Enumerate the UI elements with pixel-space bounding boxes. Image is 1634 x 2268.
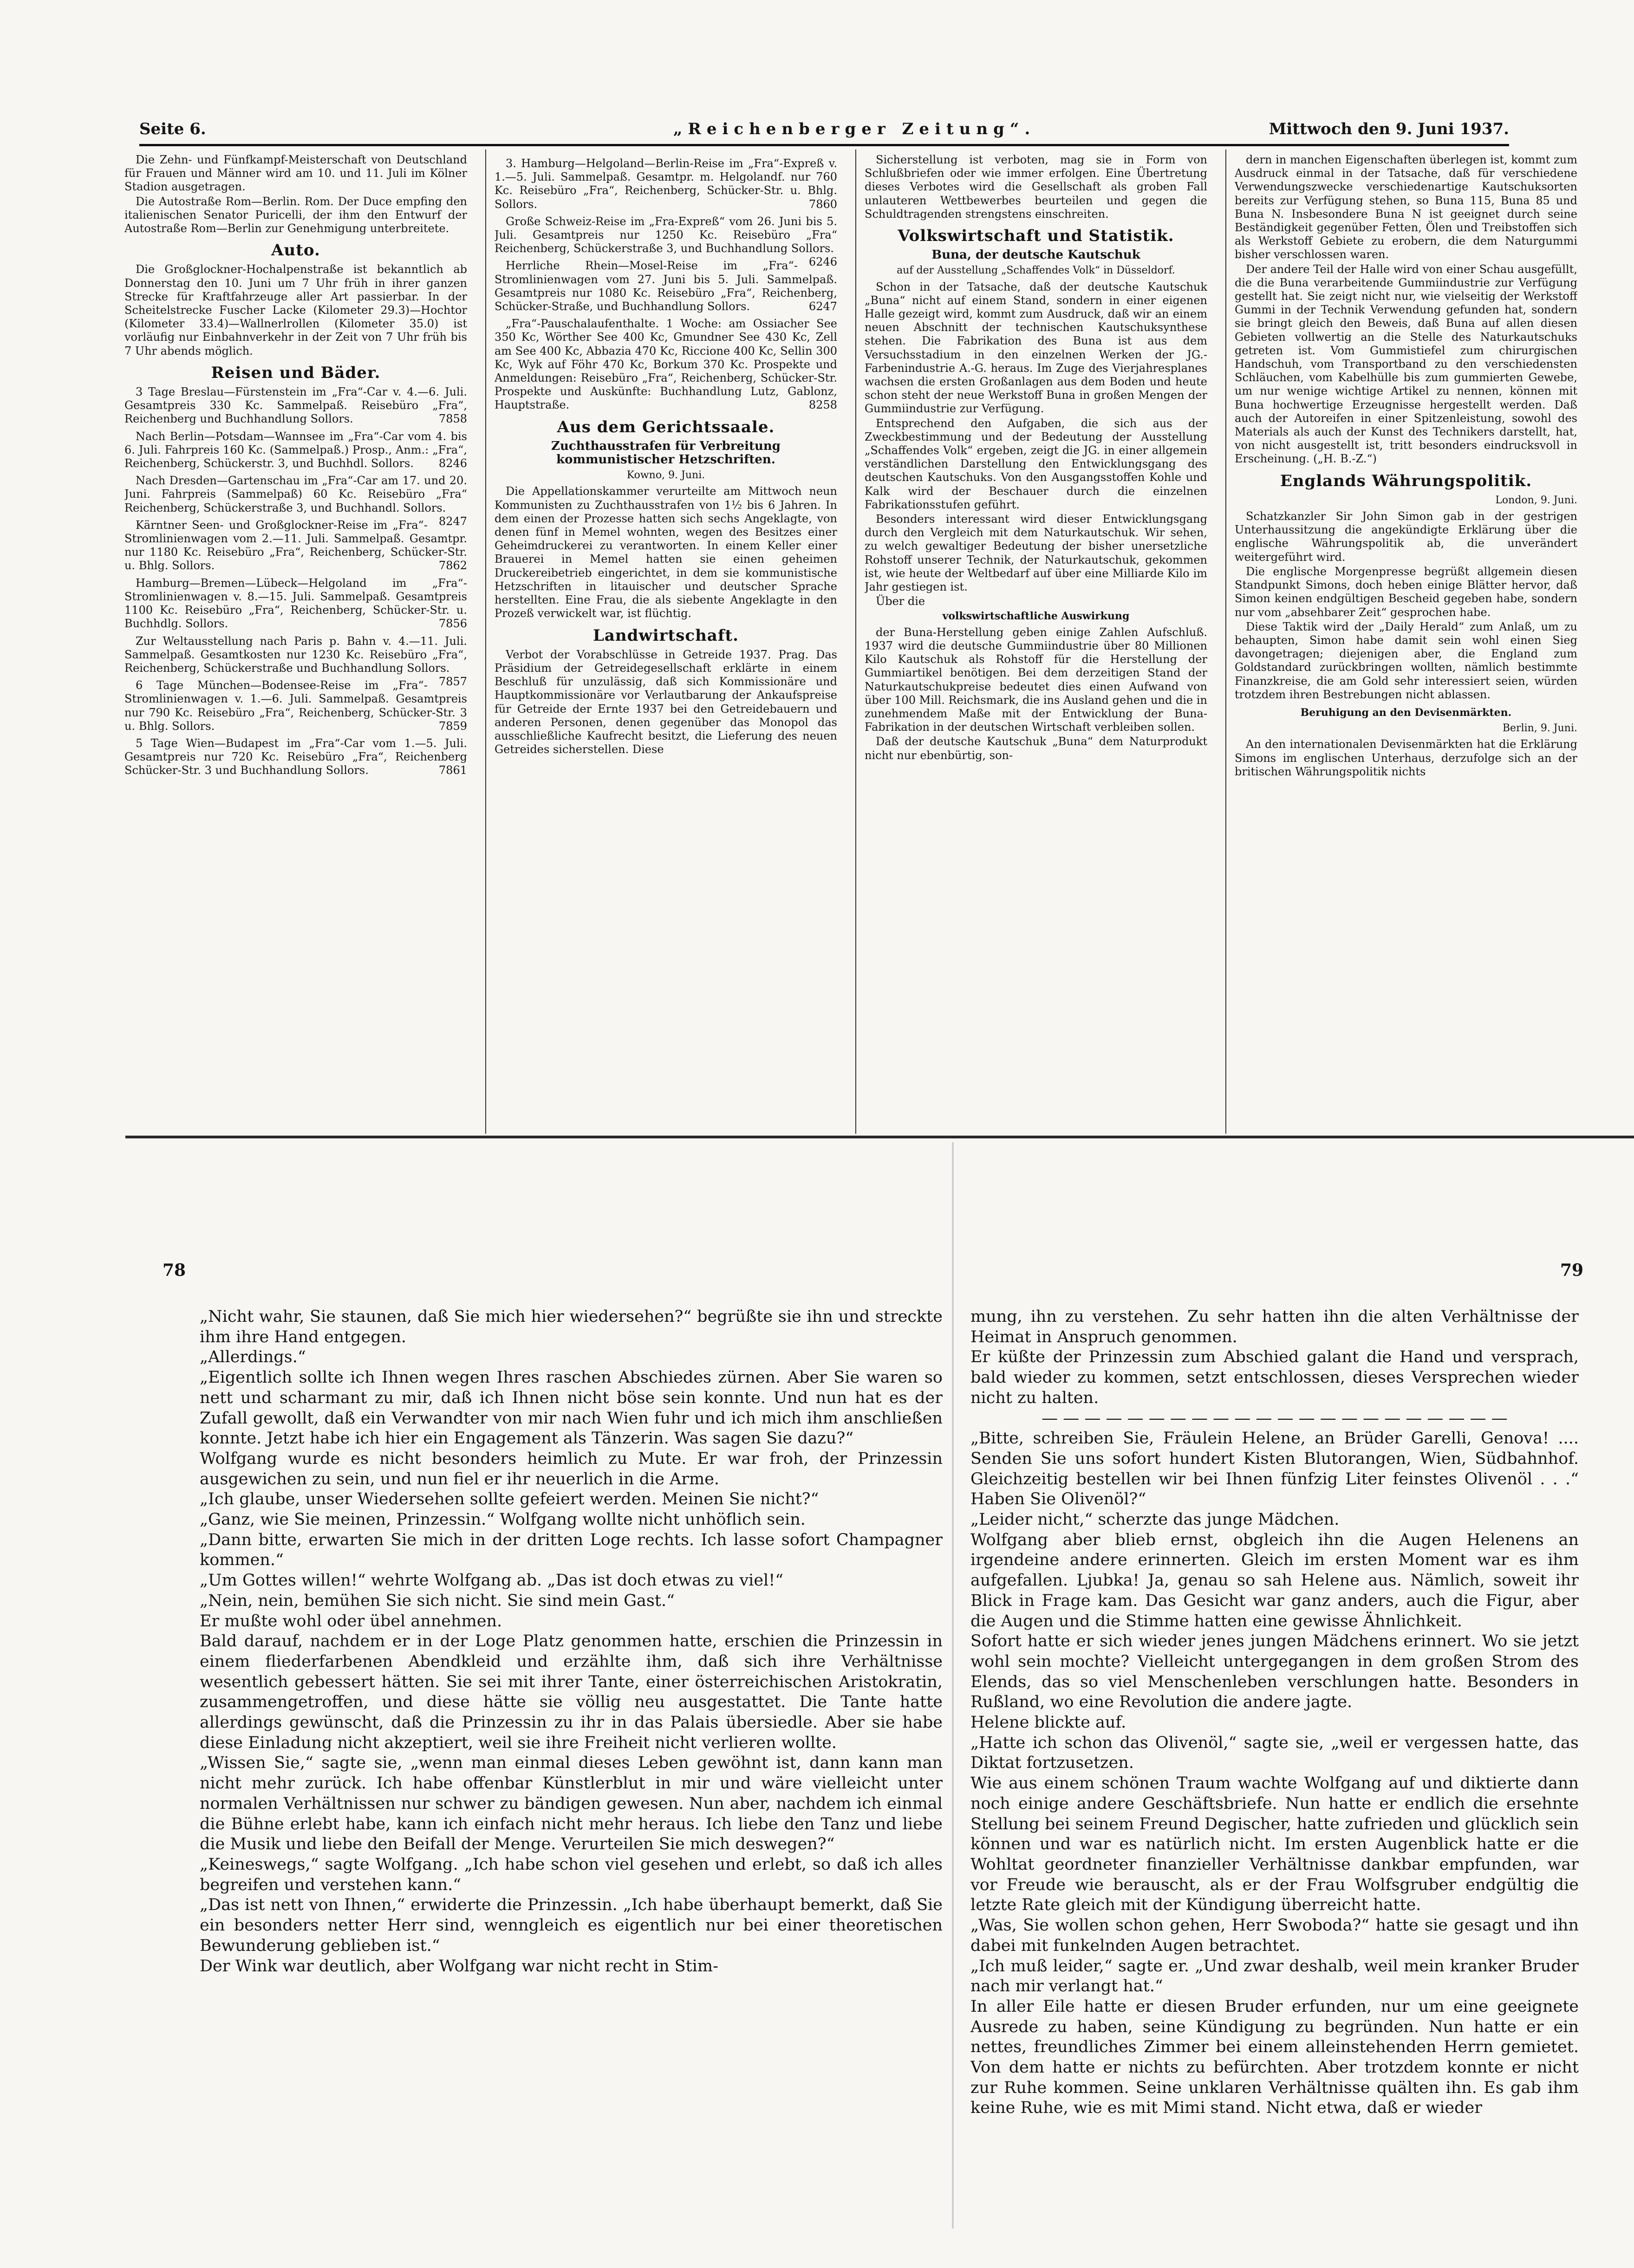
section-heading-volkswirtschaft: Volkswirtschaft und Statistik. <box>898 227 1174 246</box>
book-paragraph: „Hatte ich schon das Olivenöl,“ sagte sie, „weil er vergessen hatte, das Diktat fortzusetzen. <box>970 1733 1579 1773</box>
travel-ad: Nach Dresden—Gartenschau im „Fra“-Car am 17. und 20. Juni. Fahrpreis (Sammelpaß) 60 Kc. Reisebüro „Fra“ Reichenberg, Schückerstraße 3, und Buchhandl. Sollors. 8247 <box>124 474 467 528</box>
fold-rule <box>125 1136 1634 1138</box>
section-heading-gericht: Aus dem Gerichtssaale. <box>557 417 775 436</box>
book-paragraph: Er mußte wohl oder übel annehmen. <box>200 1612 502 1631</box>
book-paragraph: — — — — — — — — — — — — — — — — — — — — — — <box>1042 1409 1508 1428</box>
article-text: Die Autostraße Rom—Berlin. Rom. Der Duce empfing den italienischen Senator Puricelli, der ihm den Entwurf der Autostraße Rom—Berlin zur Genehmigung unterbreitete. <box>124 195 467 235</box>
book-paragraph: „Ich glaube, unser Wiedersehen sollte gefeiert werden. Meinen Sie nicht?“ <box>200 1490 819 1509</box>
article-subheadline: volkswirtschaftliche Auswirkung <box>942 610 1130 622</box>
article-text: Schon in der Tatsache, daß der deutsche Kautschuk „Buna“ nicht auf einem Stand, sondern in einer eigenen Halle gezeigt wird, kommt zum Ausdruck, daß wir an einem neuen Abschnitt der technischen Kautschuksynthese stehen. Die Fabrikation des Buna ist aus dem Versuchsstadium in den einzelnen Werken der JG.-Farbenindustrie A.-G. heraus. Im Zuge des Vierjahresplanes wachsen die ersten Großanlagen aus dem Boden und heute schon steht der neue Werkstoff Buna in großen Mengen der Gummiindustrie zur Verfügung. <box>865 280 1207 416</box>
travel-ad: 5 Tage Wien—Budapest im „Fra“-Car vom 1.—5. Juli. Gesamtpreis nur 720 Kc. Reisebüro „Fra“, Reichenberg Schücker-Str. 3 und Buchhandlung Sollors. 7861 <box>124 736 467 777</box>
column-4 <box>1235 153 1577 1133</box>
page-label: Seite 6. <box>139 120 206 138</box>
column-1 <box>124 153 467 1133</box>
book-paragraph: „Allerdings.“ <box>200 1348 306 1367</box>
article-text: Die Großglockner-Hochalpenstraße ist bekanntlich ab Donnerstag den 10. Juni um 7 Uhr früh in ihrer ganzen Strecke für Kraftfahrzeuge aller Art passierbar. In der Scheitelstrecke Fuscher Lacke (Kilometer 29.3)—Hochtor (Kilometer 33.4)—Wallnerlrollen (Kilometer 35.0) ist vorläufig nur Einbahnverkehr in der Zeit von 7 Uhr früh bis 7 Uhr abends möglich. <box>124 263 467 357</box>
travel-ad: Hamburg—Bremen—Lübeck—Helgoland im „Fra“-Stromlinienwagen v. 8.—15. Juli. Sammelpaß. Gesamtpreis 1100 Kc. Reisebüro „Fra“, Reichenberg, Schücker-Str. u. Buchhdlg. Sollors. 7856 <box>124 576 467 630</box>
book-page-left <box>200 1307 943 2189</box>
dateline: Kowno, 9. Juni. <box>626 469 705 481</box>
article-text: Die englische Morgenpresse begrüßt allgemein diesen Standpunkt Simons, doch heben einige Blätter hervor, daß Simon keinen endgültigen Bescheid gegeben habe, sondern nur vom „absehbarer Zeit“ gesprochen habe. <box>1235 565 1577 619</box>
travel-ad: Nach Berlin—Potsdam—Wannsee im „Fra“-Car vom 4. bis 6. Juli. Fahrpreis 160 Kc. (Sammelpaß.) Prosp., Anm.: „Fra“, Reichenberg, Schückerstr. 3, und Buchhdl. Sollors. 8246 <box>124 429 467 470</box>
dateline: Berlin, 9. Juni. <box>1502 722 1577 734</box>
book-paragraph: Wie aus einem schönen Traum wachte Wolfgang auf und diktierte dann noch einige andere Geschäftsbriefe. Nun hatte er endlich die ersehnte Stellung bei seinem Freund Degischer, hatte zufrieden und glücklich sein können und war es natürlich nicht. Im ersten Augenblick hatte er die Wohltat geordneter finanzieller Verhältnisse dankbar empfunden, war vor Freude wie berauscht, als er der Frau Wolfsgruber endgültig die letzte Rate gleich mit der Kündigung überreicht hatte. <box>970 1774 1579 1915</box>
article-text: der Buna-Herstellung geben einige Zahlen Aufschluß. 1937 wird die deutsche Gummiindustrie über 80 Millionen Kilo Kautschuk als Rohstoff für die Herstellung der Gummiartikel benötigen. Bei dem derzeitigen Stand der Naturkautschukpreise bedeutet dies einen Aufwand von über 100 Mill. Reichsmark, die ins Ausland gehen und die in zunehmendem Maße mit der Entwicklung der Buna-Fabrikation in der deutschen Wirtschaft verbleiben sollen. <box>865 625 1207 734</box>
book-paragraph: „Ganz, wie Sie meinen, Prinzessin.“ Wolfgang wollte nicht unhöflich sein. <box>200 1510 806 1529</box>
column-3 <box>865 153 1207 1133</box>
book-paragraph: „Was, Sie wollen schon gehen, Herr Swoboda?“ hatte sie gesagt und ihn dabei mit funkelnden Augen betrachtet. <box>970 1916 1579 1955</box>
book-gutter <box>952 1142 954 2229</box>
book-paragraph: In aller Eile hatte er diesen Bruder erfunden, nur um eine geeignete Ausrede zu haben, seine Kündigung zu begründen. Nun hatte er ein nettes, freundliches Zimmer bei einem alleinstehenden Herrn gemietet. Von dem hatte er nichts zu befürchten. Aber trotzdem konnte er nicht zur Ruhe kommen. Seine unklaren Verhältnisse quälten ihn. Es gab ihm keine Ruhe, wie es mit Mimi stand. Nicht etwa, daß er wieder <box>970 1997 1579 2118</box>
book-paragraph: Sofort hatte er sich wieder jenes jungen Mädchens erinnert. Wo sie jetzt wohl sein mochte? Vielleicht untergegangen in dem großen Strom des Elends, das so viel Menschenleben verschlungen hatte. Besonders in Rußland, wo eine Revolution die andere jagte. <box>970 1632 1579 1712</box>
book-paragraph: Er küßte der Prinzessin zum Abschied galant die Hand und versprach, bald wieder zu kommen, setzt entschlossen, dieses Versprechen wieder nicht zu halten. <box>970 1348 1579 1407</box>
article-text: Daß der deutsche Kautschuk „Buna“ dem Naturprodukt nicht nur ebenbürtig, son- <box>865 735 1207 762</box>
book-paragraph: Der Wink war deutlich, aber Wolfgang war nicht recht in Stim- <box>200 1956 718 1976</box>
book-paragraph: „Nicht wahr, Sie staunen, daß Sie mich hier wiedersehen?“ begrüßte sie ihn und streckte ihm ihre Hand entgegen. <box>200 1307 943 1346</box>
travel-ad: Zur Weltausstellung nach Paris p. Bahn v. 4.—11. Juli. Sammelpaß. Gesamtkosten nur 1230 Kc. Reisebüro „Fra“, Reichenberg, Schückerstraße und Buchhandlung Sollors. 7857 <box>124 634 467 689</box>
column-divider <box>1225 149 1226 1134</box>
book-paragraph: Bald darauf, nachdem er in der Loge Platz genommen hatte, erschien die Prinzessin in einem fliederfarbenen Abendkleid und erzählte ihm, daß sich ihre Verhältnisse wesentlich gebessert hätten. Sie sei mit ihrer Tante, einer österreichischen Aristokratin, zusammengetroffen, und diese hätte sie völlig neu ausgestattet. Die Tante hatte allerdings gewünscht, daß die Prinzessin zu ihr in das Palais übersiedle. Aber sie habe diese Einladung nicht akzeptiert, weil sie ihre Freiheit nicht verlieren wollte. <box>200 1632 943 1752</box>
book-paragraph: „Ich muß leider,“ sagte er. „Und zwar deshalb, weil mein kranker Bruder nach mir verlangt hat.“ <box>970 1956 1579 1996</box>
section-heading-auto: Auto. <box>271 241 320 260</box>
article-text: Die Appellationskammer verurteilte am Mittwoch neun Kommunisten zu Zuchthausstrafen von 1½ bis 6 Jahren. In dem einen der Prozesse hatten sich sechs Angeklagte, von denen fünf in Memel wohnten, wegen des Besitzes einer Geheimdruckerei zu verantworten. In einem Keller einer Brauerei in Memel hatten sie einen geheimen Druckereibetrieb eingerichtet, in dem sie kommunistische Hetzschriften in litauischer und deutscher Sprache herstellten. Eine Frau, die als siebente Angeklagte in den Prozeß verwickelt war, ist flüchtig. <box>495 485 837 620</box>
article-text: Besonders interessant wird dieser Entwicklungsgang durch den Vergleich mit dem Naturkautschuk. Wir sehen, zu welch gewaltiger Bedeutung der bisher unersetzliche Rohstoff unserer Technik, der Naturkautschuk, gekommen ist, wie heute der Weltbedarf auf über eine Milliarde Kilo im Jahr gestiegen ist. <box>865 513 1207 594</box>
book-paragraph: „Leider nicht,“ scherzte das junge Mädchen. <box>970 1510 1340 1529</box>
book-paragraph: „Nein, nein, bemühen Sie sich nicht. Sie sind mein Gast.“ <box>200 1591 675 1610</box>
article-text: Sicherstellung ist verboten, mag sie in Form von Schlußbriefen oder wie immer erfolgen. Eine Übertretung dieses Verbotes wird die Gesellschaft als groben Fall unlauteren Wettbewerbes beurteilen und gegen die Schuldtragenden strengstens einschreiten. <box>865 153 1207 221</box>
book-paragraph: Wolfgang aber blieb ernst, obgleich ihn die Augen Helenens an irgendeine andere erinnerten. Gleich im ersten Moment war es ihm aufgefallen. Ljubka! Ja, genau so sah Helene aus. Nämlich, soweit ihr Blick in Frage kam. Das Gesicht war ganz anders, auch die Figur, aber die Augen und die Stimme hatten eine gewisse Ähnlichkeit. <box>970 1530 1579 1631</box>
article-text: dern in manchen Eigenschaften überlegen ist, kommt zum Ausdruck einmal in der Tatsache, daß für verschiedene Verwendungszwecke verschiedenartige Kautschuksorten bereits zur Verfügung stehen, so Buna 115, Buna 85 und Buna N. Insbesondere Buna N ist geeignet durch seine Beständigkeit gegenüber Fetten, Ölen und Treibstoffen sich als Werkstoff Gebiete zu erobern, die dem Naturgummi bisher verschlossen waren. <box>1235 153 1577 261</box>
article-text: Schatzkanzler Sir John Simon gab in der gestrigen Unterhaussitzung die angekündigte Erklärung über die englische Währungspolitik ab, die unverändert weitergeführt wird. <box>1235 510 1577 564</box>
book-paragraph: Helene blickte auf. <box>970 1713 1126 1732</box>
article-text: Verbot der Vorabschlüsse in Getreide 1937. Prag. Das Präsidium der Getreidegesellschaft erklärte in einem Beschluß für unzulässig, daß sich Kommissionäre und Hauptkommissionäre vor Verlautbarung der Ankaufspreise für Getreide der Ernte 1937 bei den Getreidebauern und anderen Personen, denen gegenüber das Monopol das ausschließliche Kaufrecht besitzt, die Lieferung des neuen Getreides sicherstellen. Diese <box>495 648 837 756</box>
travel-ad: 3. Hamburg—Helgoland—Berlin-Reise im „Fra“-Expreß v. 1.—5. Juli. Sammelpaß. Gesamtpr. m. Helgolandf. nur 760 Kc. Reisebüro „Fra“, Reichenberg, Schücker-Str. u. Bhlg. Sollors. 7860 <box>495 157 837 211</box>
travel-ad: Große Schweiz-Reise im „Fra-Expreß“ vom 26. Juni bis 5. Juli. Gesamtpreis nur 1250 Kc. Reisebüro „Fra“ Reichenberg, Schückerstraße 3, und Buchhandlung Sollors. 6246 <box>495 214 837 269</box>
article-text: Entsprechend den Aufgaben, die sich aus der Zweckbestimmung und der Bedeutung der Ausstellung „Schaffendes Volk“ ergeben, zeigt die JG. in einer allgemein verständlichen Darstellung den Entwicklungsgang des deutschen Kautschuks. Von den Ausgangsstoffen Kohle und Kalk wird der Beschauer durch die einzelnen Fabrikationsstufen geführt. <box>865 416 1207 511</box>
book-paragraph: „Dann bitte, erwarten Sie mich in der dritten Loge rechts. Ich lasse sofort Champagner kommen.“ <box>200 1530 943 1570</box>
article-text: Über die <box>876 595 925 608</box>
article-text: An den internationalen Devisenmärkten hat die Erklärung Simons im englischen Unterhaus, derzufolge sich an der britischen Währungspolitik nichts <box>1235 738 1577 778</box>
book-paragraph: „Bitte, schreiben Sie, Fräulein Helene, an Brüder Garelli, Genova! .... Senden Sie uns sofort hundert Kisten Blutorangen, Wien, Südbahnhof. Gleichzeitig bestellen wir bei Ihnen fünfzig Liter feinstes Olivenöl . . .“ Haben Sie Olivenöl?“ <box>970 1429 1579 1509</box>
article-text: Die Zehn- und Fünfkampf-Meisterschaft von Deutschland für Frauen und Männer wird am 10. und 11. Juli im Kölner Stadion ausgetragen. <box>124 153 467 194</box>
book-paragraph: mung, ihn zu verstehen. Zu sehr hatten ihn die alten Verhältnisse der Heimat in Anspruch genommen. <box>970 1307 1579 1346</box>
article-subheadline: auf der Ausstellung „Schaffendes Volk“ in Düsseldorf. <box>897 265 1175 277</box>
section-heading-landwirtschaft: Landwirtschaft. <box>593 626 739 645</box>
travel-ad: Herrliche Rhein—Mosel-Reise im „Fra“-Stromlinienwagen vom 27. Juni bis 5. Juli. Sammelpaß. Gesamtpreis nur 1080 Kc. Reisebüro „Fra“, Reichenberg, Schücker-Straße, und Buchhandlung Sollors. 6247 <box>495 259 837 313</box>
dateline: London, 9. Juni. <box>1495 494 1577 506</box>
column-2 <box>495 153 837 1133</box>
book-paragraph: „Um Gottes willen!“ wehrte Wolfgang ab. „Das ist doch etwas zu viel!“ <box>200 1571 784 1590</box>
book-page-number-right: 79 <box>1560 1261 1584 1280</box>
header-rule <box>139 144 1509 146</box>
section-heading-england: Englands Währungspolitik. <box>1280 471 1532 490</box>
article-subheadline: Beruhigung an den Devisenmärkten. <box>1300 706 1512 719</box>
travel-ad: Kärntner Seen- und Großglockner-Reise im „Fra“-Stromlinienwagen vom 2.—11. Juli. Sammelpaß. Gesamtpr. nur 1180 Kc. Reisebüro „Fra“, Reichenberg, Schücker-Str. u. Bhlg. Sollors. 7862 <box>124 518 467 572</box>
column-divider <box>485 149 486 1134</box>
article-text: Der andere Teil der Halle wird von einer Schau ausgefüllt, die die Buna verarbeitende Gummiindustrie zur Verfügung gestellt hat. Sie zeigt nicht nur, wie vielseitig der Werkstoff Gummi in der Technik Verwendung gefunden hat, sondern sie bringt gleich den Beweis, daß Buna auf allen diesen Gebieten vollwertig an die Stelle des Naturkautschuks getreten ist. Vom Gummistiefel zum chirurgischen Handschuh, vom Transportband zu den verschiedensten Schläuchen, vom Kabelhülle bis zum gummierten Gewebe, um nur wenige wichtige Artikel zu nennen, können mit Buna hochwertige Erzeugnisse hergestellt werden. Daß auch der Autoreifen in einer Spitzenleistung, sowohl des Materials als auch der Kunst des Technikers darstellt, hat, von nicht ausgestellt ist, tritt besonders eindrucksvoll in Erscheinung. („H. B.-Z.“) <box>1235 262 1577 466</box>
column-divider <box>855 149 856 1134</box>
article-headline: Zuchthausstrafen für Verbreitung kommunistischer Hetzschriften. <box>551 439 781 467</box>
travel-ad: „Fra“-Pauschalaufenthalte. 1 Woche: am Ossiacher See 350 Kc, Wörther See 400 Kc, Gmundner See 430 Kc, Zell am See 400 Kc, Abbazia 470 Kc, Riccione 400 Kc, Sellin 300 Kc, Wyk auf Föhr 470 Kc, Borkum 370 Kc. Prospekte und Anmeldungen: Reisebüro „Fra“, Reichenberg, Schücker-Str. Prospekte und Auskünfte: Buchhandlung Lutz, Gablonz, Hauptstraße. 8258 <box>495 317 837 412</box>
book-paragraph: „Keineswegs,“ sagte Wolfgang. „Ich habe schon viel gesehen und erlebt, so daß ich alles begreifen und verstehen kann.“ <box>200 1855 943 1894</box>
newspaper-title: „Reichenberger Zeitung“. <box>673 120 1036 138</box>
newspaper-header <box>139 120 1509 148</box>
book-page-right <box>970 1307 1579 2189</box>
book-paragraph: „Wissen Sie,“ sagte sie, „wenn man einmal dieses Leben gewöhnt ist, dann kann man nicht mehr zurück. Ich habe offenbar Künstlerblut in mir und wäre vielleicht unter normalen Verhältnissen nur schwer zu bändigen gewesen. Nun aber, nachdem ich einmal die Bühne erlebt habe, kann ich einfach nicht mehr heraus. Ich liebe den Tanz und liebe die Musik und liebe den Beifall der Menge. Verurteilen Sie mich deswegen?“ <box>200 1754 943 1854</box>
book-paragraph: „Eigentlich sollte ich Ihnen wegen Ihres raschen Abschiedes zürnen. Aber Sie waren so nett und scharmant zu mir, daß ich Ihnen nicht böse sein konnte. Und nun hat es der Zufall gewollt, daß ein Verwandter von mir nach Wien fuhr und ich mich ihm anschließen konnte. Jetzt habe ich hier ein Engagement als Tänzerin. Was sagen Sie dazu?“ <box>200 1368 943 1448</box>
book-paragraph: „Das ist nett von Ihnen,“ erwiderte die Prinzessin. „Ich habe überhaupt bemerkt, daß Sie ein besonders netter Herr sind, wenngleich es eigentlich nur bei einer theoretischen Bewunderung geblieben ist.“ <box>200 1896 943 1955</box>
issue-date: Mittwoch den 9. Juni 1937. <box>1269 120 1509 138</box>
book-page-number-left: 78 <box>163 1261 186 1280</box>
book-paragraph: Wolfgang wurde es nicht besonders heimlich zu Mute. Er war froh, der Prinzessin ausgewichen zu sein, und nun fiel er ihr neuerlich in die Arme. <box>200 1449 943 1488</box>
travel-ad: 3 Tage Breslau—Fürstenstein im „Fra“-Car v. 4.—6. Juli. Gesamtpreis 330 Kc. Sammelpaß. Reisebüro „Fra“, Reichenberg und Buchhandlung Sollors. 7858 <box>124 385 467 426</box>
article-headline: Buna, der deutsche Kautschuk <box>931 248 1140 262</box>
section-heading-reisen: Reisen und Bäder. <box>211 363 381 382</box>
article-text: Diese Taktik wird der „Daily Herald“ zum Anlaß, um zu behaupten, Simon habe damit sein wohl einen Sieg davongetragen; diejenigen aber, die England zum Goldstandard zurückbringen wollten, nämlich bestimmte Finanzkreise, die am Gold sehr interessiert seien, würden trotzdem ihren Bestrebungen nicht ablassen. <box>1235 620 1577 701</box>
travel-ad: 6 Tage München—Bodensee-Reise im „Fra“-Stromlinienwagen v. 1.—6. Juli. Sammelpaß. Gesamtpreis nur 790 Kc. Reisebüro „Fra“, Reichenberg, Schücker-Str. 3 u. Bhlg. Sollors. 7859 <box>124 679 467 733</box>
